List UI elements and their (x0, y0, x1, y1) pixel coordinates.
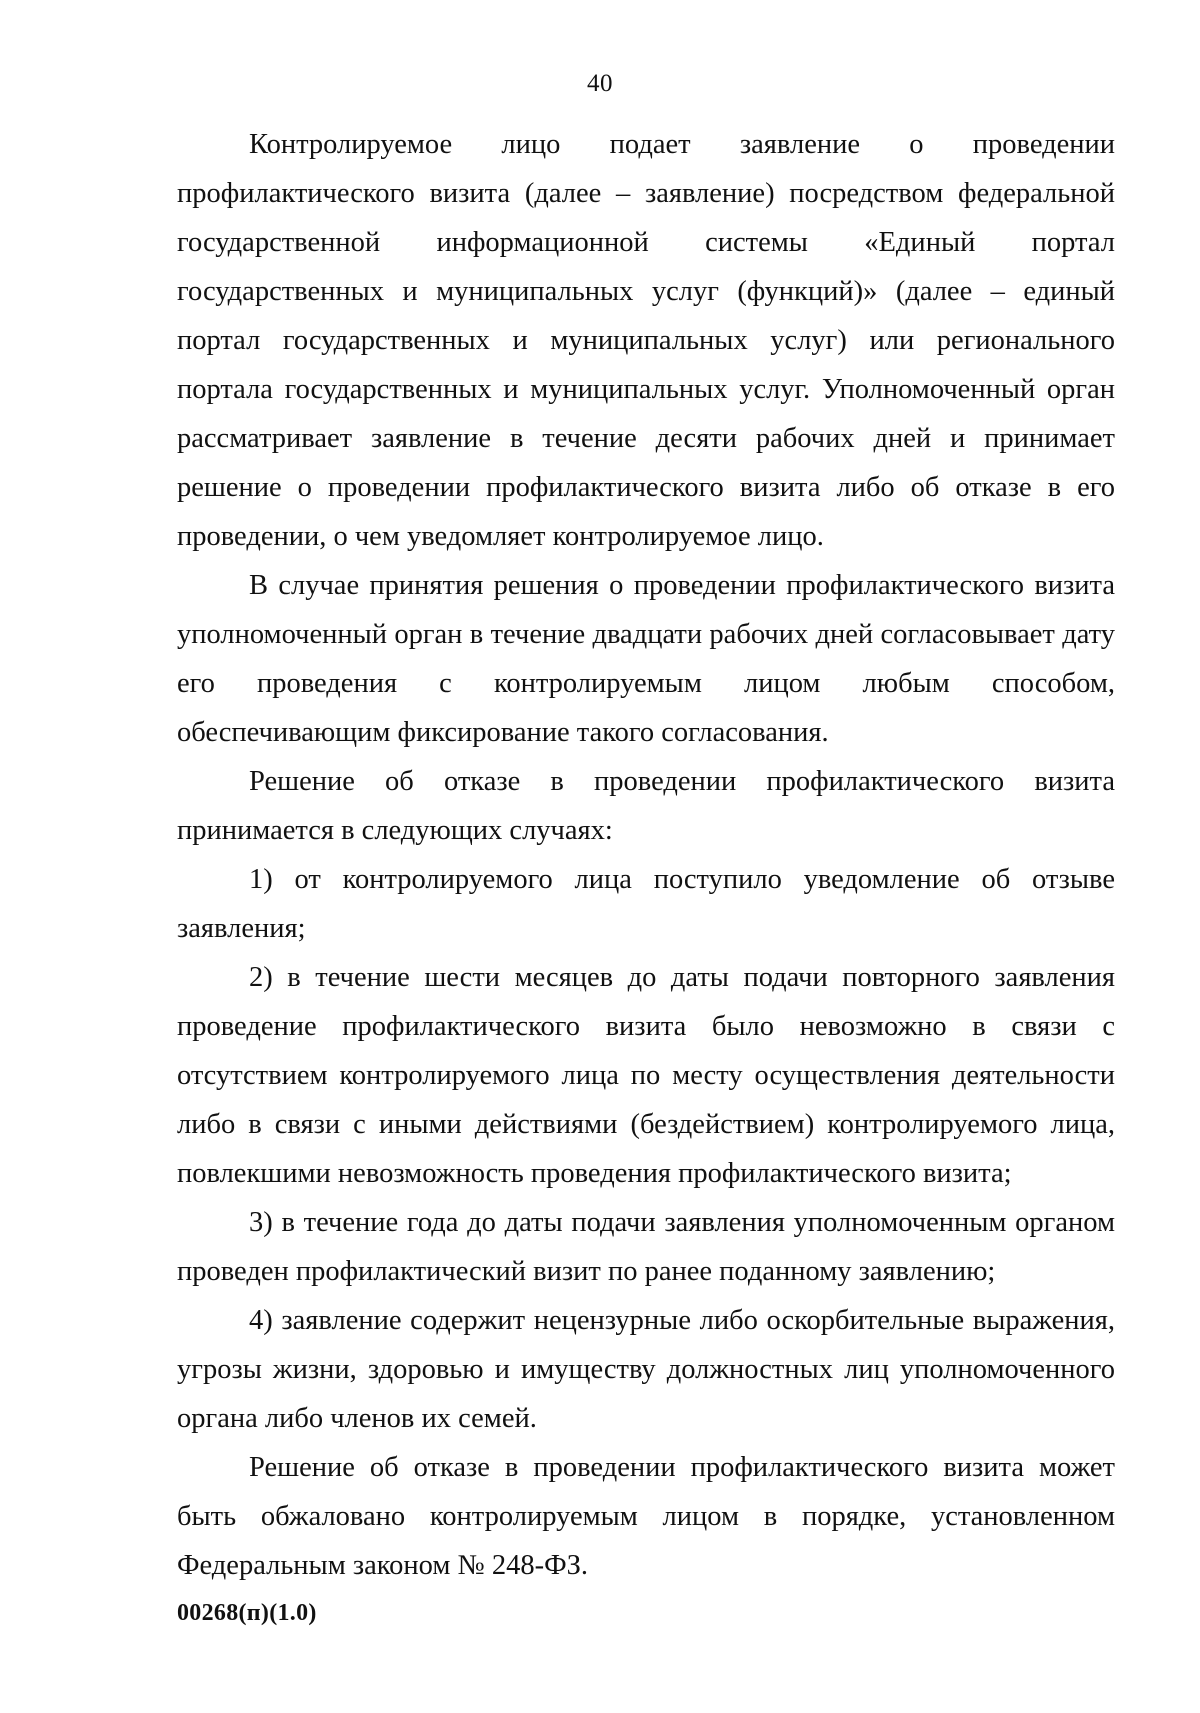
list-item-refusal-1: 1) от контролируемого лица поступило уведомление об отзыве заявления; (177, 864, 1115, 944)
paragraph-appeal: Решение об отказе в проведении профилактического визита может быть обжаловано контролируемым лицом в порядке, установленном Федеральным законом № 248-ФЗ. (177, 1452, 1115, 1581)
page-number: 40 (587, 70, 613, 97)
list-item-refusal-4: 4) заявление содержит нецензурные либо оскорбительные выражения, угрозы жизни, здоровью и имуществу должностных лиц уполномоченного органа либо членов их семей. (177, 1305, 1115, 1434)
paragraph-application-submission: Контролируемое лицо подает заявление о проведении профилактического визита (далее – заявление) посредством федеральной государственной информационной системы «Единый портал государственных и муниципальных услуг (функций)» (далее – единый портал государственных и муниципальных услуг) или регионального портала государственных и муниципальных услуг. Уполномоченный орган рассматривает заявление в течение десяти рабочих дней и принимает решение о проведении профилактического визита либо об отказе в его проведении, о чем уведомляет контролируемое лицо. (177, 129, 1115, 552)
paragraph-visit-date-agreement: В случае принятия решения о проведении профилактического визита уполномоченный орган в течение двадцати рабочих дней согласовывает дату его проведения с контролируемым лицом любым способом, обеспечивающим фиксирование такого согласования. (177, 570, 1115, 748)
paragraph-refusal-cases-intro: Решение об отказе в проведении профилактического визита принимается в следующих случаях: (177, 766, 1115, 846)
document-body (177, 120, 1115, 1590)
list-item-refusal-2: 2) в течение шести месяцев до даты подачи повторного заявления проведение профилактического визита было невозможно в связи с отсутствием контролируемого лица по месту осуществления деятельности либо в связи с иными действиями (бездействием) контролируемого лица, повлекшими невозможность проведения профилактического визита; (177, 962, 1115, 1189)
list-item-refusal-3: 3) в течение года до даты подачи заявления уполномоченным органом проведен профилактический визит по ранее поданному заявлению; (177, 1207, 1115, 1287)
document-code: 00268(п)(1.0) (177, 1600, 317, 1626)
